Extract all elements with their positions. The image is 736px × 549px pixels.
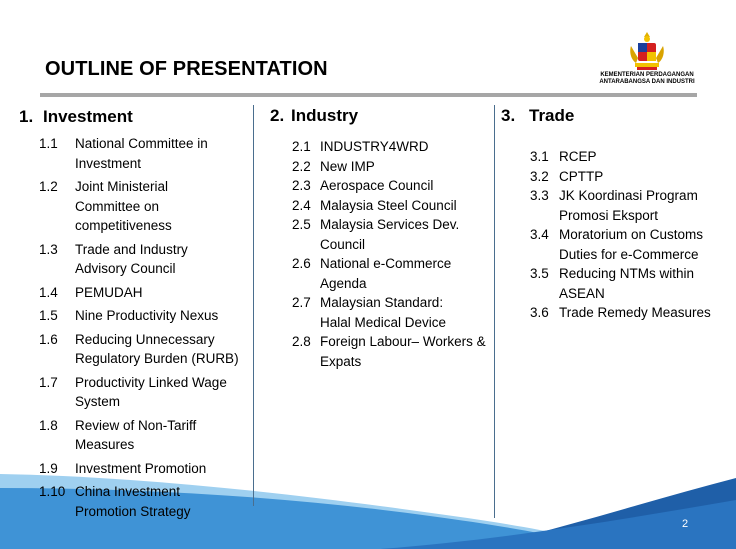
item-text: JK Koordinasi Program Promosi Eksport	[559, 188, 698, 223]
list-item	[39, 177, 251, 236]
list-item	[39, 330, 251, 369]
item-text: PEMUDAH	[75, 284, 143, 300]
item-number: 2.5	[292, 217, 311, 232]
item-number: 1.5	[39, 308, 58, 323]
heading-trade-label: Trade	[529, 106, 575, 125]
item-text: Reducing NTMs within ASEAN	[559, 266, 695, 301]
item-text: National e-Commerce Agenda	[320, 256, 452, 291]
item-text: Malaysia Steel Council	[320, 197, 457, 213]
item-number: 2.4	[292, 197, 311, 213]
item-number: 2.7	[292, 295, 311, 310]
ministry-name-line1: KEMENTERIAN PERDAGANGAN	[600, 72, 694, 78]
item-text: Productivity Linked Wage System	[75, 374, 227, 409]
list-item	[39, 134, 251, 173]
item-text: CPTTP	[559, 168, 604, 184]
list-item	[292, 196, 492, 216]
item-text: Review of Non-Tariff Measures	[75, 417, 197, 452]
item-number: 2.1	[292, 139, 311, 154]
list-item	[530, 167, 730, 187]
list-item	[530, 303, 730, 323]
item-text: Aerospace Council	[320, 178, 434, 193]
item-number: 2.6	[292, 256, 311, 271]
title-underline	[40, 93, 697, 97]
item-text: Investment Promotion	[75, 460, 207, 476]
item-number: 3.5	[530, 266, 549, 281]
item-number: 3.6	[530, 305, 549, 320]
list-item	[39, 459, 251, 479]
item-number: 3.1	[530, 149, 549, 164]
ministry-logo	[588, 30, 706, 92]
item-number: 2.2	[292, 158, 311, 174]
trade-list	[530, 147, 730, 323]
list-item	[292, 157, 492, 177]
list-item	[530, 147, 730, 167]
item-number: 1.3	[39, 241, 58, 257]
heading-industry-label: Industry	[291, 106, 359, 125]
item-text: Malaysian Standard: Halal Medical Device	[320, 295, 447, 330]
list-item	[292, 254, 492, 293]
column-divider-2	[494, 105, 495, 518]
industry-list	[292, 137, 492, 371]
item-text: INDUSTRY4WRD	[320, 139, 429, 154]
item-text: Joint Ministerial Committee on competitiveness	[75, 179, 172, 233]
list-item	[39, 416, 251, 455]
item-number: 1.4	[39, 284, 58, 300]
list-item	[39, 373, 251, 412]
heading-trade	[501, 106, 574, 126]
list-item	[39, 482, 251, 521]
list-item	[292, 137, 492, 157]
item-text: New IMP	[320, 158, 375, 174]
heading-trade-number: 3.	[501, 106, 516, 125]
list-item	[292, 332, 492, 371]
page-title: OUTLINE OF PRESENTATION	[45, 58, 328, 80]
item-text: RCEP	[559, 149, 597, 164]
item-text: Moratorium on Customs Duties for e-Commerce	[559, 227, 704, 262]
item-number: 1.7	[39, 374, 58, 390]
heading-investment-label: Investment	[43, 107, 133, 126]
heading-industry	[270, 106, 358, 126]
heading-investment-number: 1.	[19, 107, 34, 126]
item-text: Trade and Industry Advisory Council	[75, 241, 188, 276]
item-number: 2.8	[292, 334, 311, 349]
item-text: Trade Remedy Measures	[559, 305, 711, 320]
item-number: 3.3	[530, 188, 549, 203]
item-number: 2.3	[292, 178, 311, 193]
list-item	[39, 240, 251, 279]
coat-of-arms-icon	[627, 30, 667, 72]
list-item	[39, 306, 251, 326]
item-number: 1.9	[39, 460, 58, 476]
list-item	[39, 283, 251, 303]
item-text: Nine Productivity Nexus	[75, 308, 219, 323]
list-item	[530, 186, 730, 225]
list-item	[292, 176, 492, 196]
item-text: China Investment Promotion Strategy	[75, 484, 191, 519]
item-number: 1.6	[39, 331, 58, 347]
heading-investment	[19, 107, 133, 127]
list-item	[530, 225, 730, 264]
item-number: 1.10	[39, 484, 66, 499]
item-number: 3.2	[530, 168, 549, 184]
heading-industry-number: 2.	[270, 106, 285, 125]
item-text: Foreign Labour– Workers & Expats	[320, 334, 486, 369]
item-number: 1.2	[39, 179, 58, 194]
list-item	[530, 264, 730, 303]
investment-list	[39, 134, 251, 525]
item-number: 1.8	[39, 417, 58, 433]
item-text: National Committee in Investment	[75, 136, 208, 171]
list-item	[292, 215, 492, 254]
ministry-name-line2: ANTARABANGSA DAN INDUSTRI	[599, 79, 695, 85]
page-number: 2	[682, 518, 689, 530]
item-number: 3.4	[530, 227, 549, 242]
list-item	[292, 293, 492, 332]
item-number: 1.1	[39, 136, 58, 151]
item-text: Malaysia Services Dev. Council	[320, 217, 460, 252]
item-text: Reducing Unnecessary Regulatory Burden (RURB)	[75, 331, 239, 366]
column-divider-1	[253, 105, 254, 506]
